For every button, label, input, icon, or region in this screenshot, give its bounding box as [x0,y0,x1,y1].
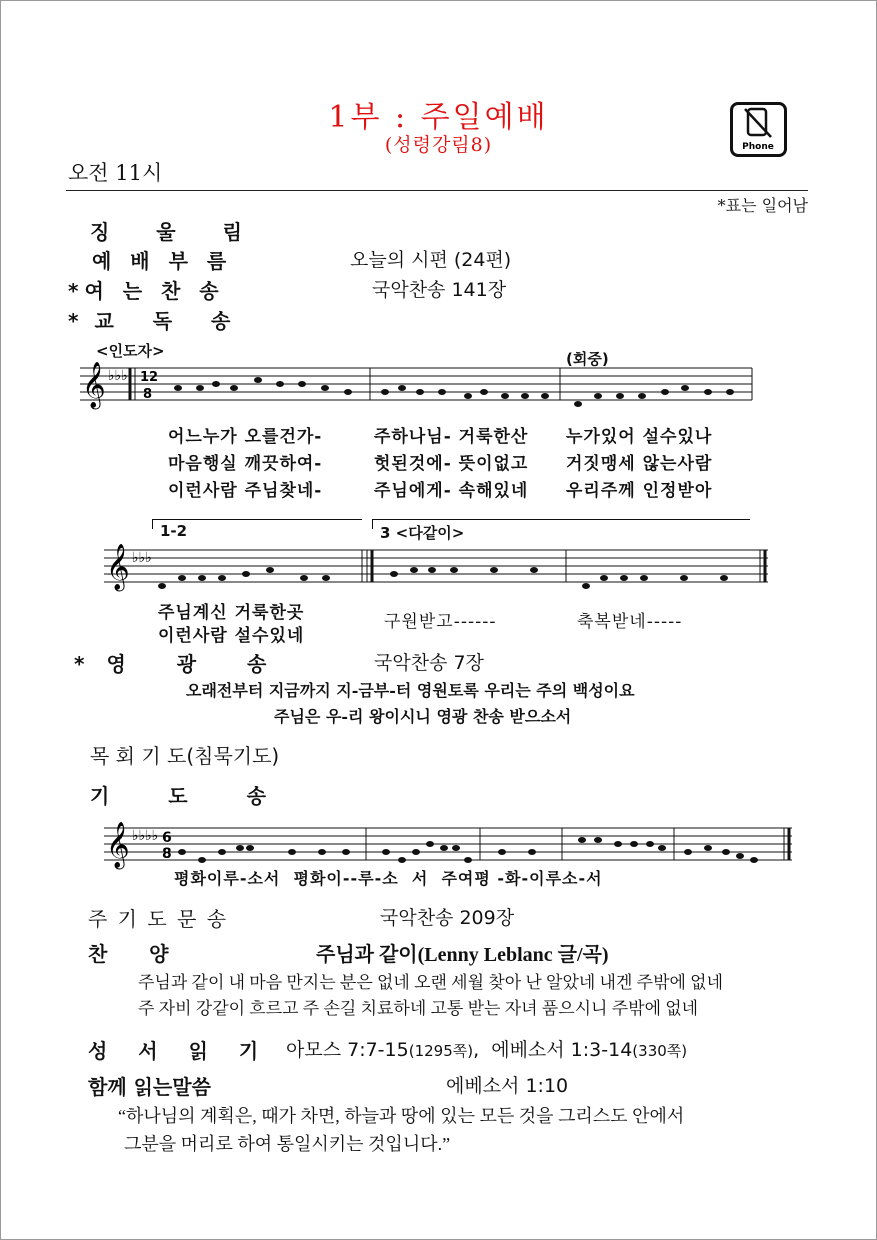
notes-group-3 [178,837,758,863]
together-line-1: “하나님의 계획은, 때가 차면, 하늘과 땅에 있는 모든 것을 그리스도 안에서 [118,1106,685,1126]
second-ending-label: 3 <다같이> [380,524,465,542]
ending2-lyric-2: 축복받네----- [577,612,683,632]
scripture-label: 성 서 읽 기 [88,1039,271,1063]
together-value: 에베소서 1:10 [446,1075,569,1097]
together-line-2: 그분을 머리로 하여 통일시키는 것입니다.” [124,1134,451,1154]
time-signature-top: 12 [140,370,159,385]
time-signature-top: 6 [162,830,172,846]
scripture-ref-1: 아모스 7:7-15 [286,1039,409,1061]
bell-label: 징 울 림 [90,220,262,244]
flat-icon: ♭♭♭ [132,550,152,566]
treble-clef-icon: 𝄞 [106,544,130,590]
time-signature-bottom: 8 [143,387,153,402]
lyric-line1-part3: 누가있어 설수있나 [566,427,713,447]
together-label: 함께 읽는말씀 [88,1075,211,1099]
flat-icon: ♭♭♭♭ [132,828,159,844]
page-title: 1부 : 주일예배 [328,100,549,135]
ending-lyric-1: 주님계신 거룩한곳 [158,603,305,623]
treble-clef-icon: 𝄞 [106,822,130,868]
anthem-label: 찬 양 [88,942,169,966]
no-phone-icon [730,102,787,157]
scripture-sep: , [473,1039,492,1061]
anthem-line-1: 주님과 같이 내 마음 만지는 분은 없네 오랜 세월 찾아 난 알았네 내겐 주밖에 없네 [138,973,724,992]
lyric-line3-part1: 이런사람 주님찾네- [168,481,323,501]
first-ending-label: 1-2 [160,522,188,540]
lyric-line3-part2: 주님에게- 속해있네 [374,481,529,501]
lords-prayer-value: 국악찬송 209장 [380,907,515,929]
gloria-line-2: 주님은 우-리 왕이시니 영광 찬송 받으소서 [274,707,572,726]
opening-hymn-label: *여 는 찬 송 [68,279,225,303]
lyric-line1-part2: 주하나님- 거룩한산 [374,427,529,447]
prayer-song-lyrics: 평화이루-소서 평화이--루-소 서 주여평 -화-이루소-서 [174,869,603,888]
scripture-ref-2: 에베소서 1:3-14 [491,1039,633,1061]
stand-note: *표는 일어남 [717,196,808,215]
flat-icon: ♭♭♭ [108,368,128,384]
scripture-page-2: (330쪽) [632,1042,688,1060]
lyric-line2-part1: 마음행실 깨끗하여- [168,454,323,474]
prayer-song-label: 기 도 송 [90,784,292,808]
congregation-marker: (회중) [566,350,609,368]
anthem-value: 주님과 같이(Lenny Leblanc 글/곡) [316,944,609,966]
page-subtitle: (성령강림8) [384,134,493,156]
scripture-page-1: (1295쪽) [408,1042,474,1060]
leader-marker: <인도자> [96,342,165,360]
anthem-line-2: 주 자비 강같이 흐르고 주 손길 치료하네 고통 받는 자녀 품으시니 주밖에 없네 [138,999,699,1018]
scripture-refs [286,1035,687,1062]
notes-group-2 [158,567,728,589]
ending-lyric-2: 이런사람 설수있네 [158,626,305,646]
service-time: 오전 11시 [68,161,163,185]
responsive-staff-2 [104,544,774,594]
time-signature-bottom: 8 [162,846,172,862]
pastoral-prayer-label: 목 회 기 도(침묵기도) [90,744,280,768]
call-to-worship-value: 오늘의 시편 (24편) [350,249,512,271]
lyric-line2-part3: 거짓맹세 않는사람 [566,454,713,474]
lyric-line2-part2: 헛된것에- 뜻이없고 [374,454,529,474]
phone-icon-label: Phone [742,142,774,152]
treble-clef-icon: 𝄞 [82,362,106,408]
header-divider [66,190,808,191]
prayer-song-staff [104,822,794,868]
gloria-label: *영 광 송 [74,652,289,676]
responsive-staff-1 [80,362,760,412]
responsive-reading-label: *교 독 송 [68,309,247,333]
opening-hymn-value: 국악찬송 141장 [372,279,507,301]
lyric-line3-part3: 우리주께 인정받아 [566,481,713,501]
lyric-line1-part1: 어느누가 오를건가- [168,427,323,447]
call-to-worship-label: 예 배 부 름 [92,249,233,273]
ending2-lyric-1: 구원받고------ [384,612,497,632]
gloria-value: 국악찬송 7장 [374,652,484,674]
gloria-line-1: 오래전부터 지금까지 지-금부-터 영원토록 우리는 주의 백성이요 [186,681,635,700]
lords-prayer-label: 주 기 도 문 송 [88,907,229,931]
